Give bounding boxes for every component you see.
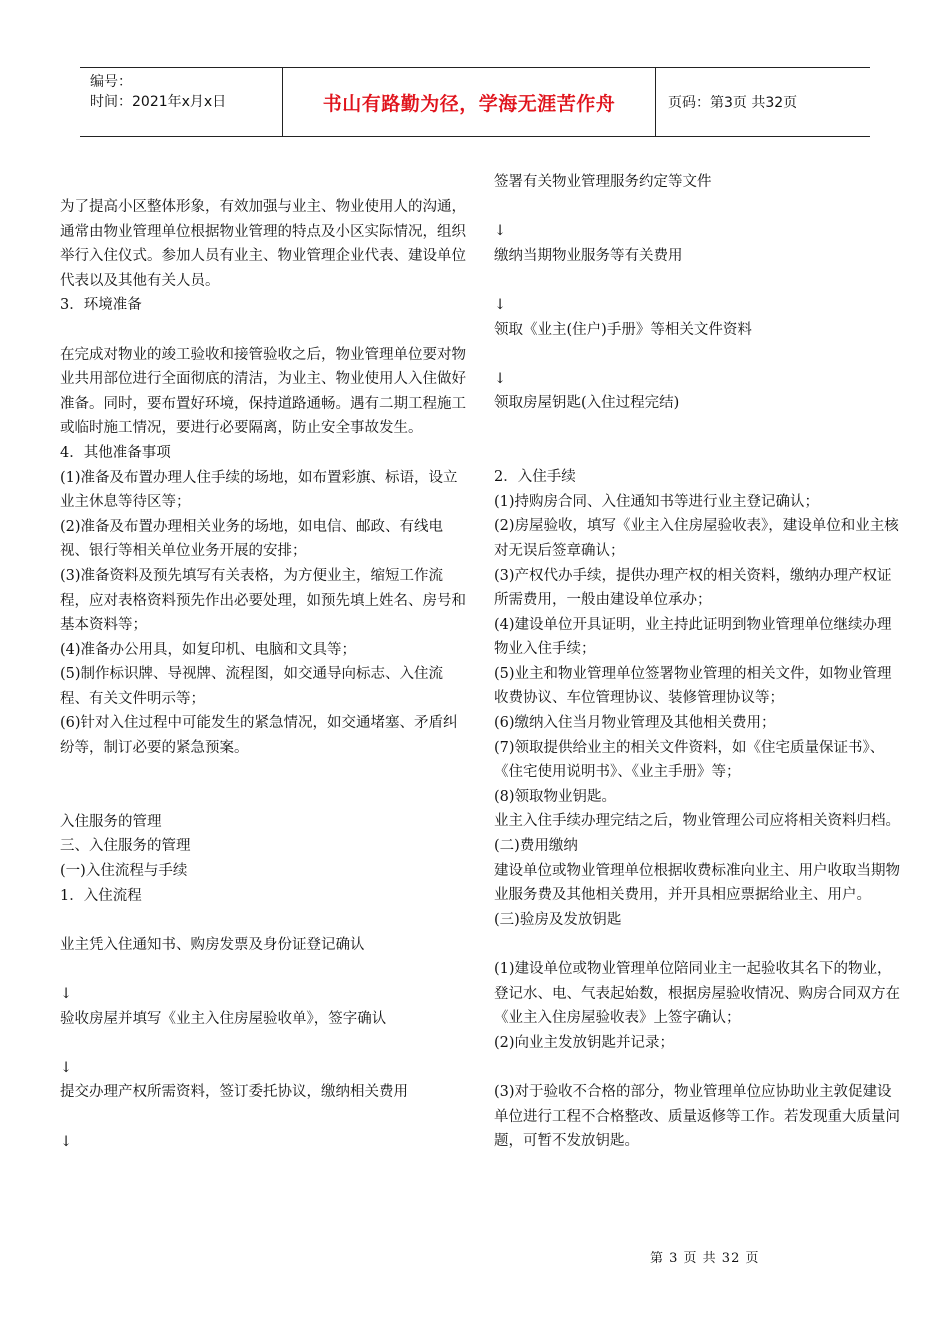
page-footer: 第 3 页 共 32 页: [650, 1251, 760, 1266]
paragraph: (6)针对入住过程中可能发生的紧急情况，如交通堵塞、矛盾纠纷等，制订必要的紧急预案。: [60, 715, 458, 757]
paragraph: 验收房屋并填写《业主入住房屋验收单》，签字确认: [60, 1010, 387, 1027]
flow-arrow: ↓: [494, 370, 507, 387]
paragraph: 缴纳当期物业服务等有关费用: [494, 247, 683, 264]
paragraph: (4)准备办公用具，如复印机、电脑和文具等；: [60, 641, 357, 658]
paragraph: 签署有关物业管理服务约定等文件: [494, 174, 712, 190]
right-text-column: [494, 170, 904, 1154]
paragraph: (1)建设单位或物业管理单位陪同业主一起验收其名下的物业，登记水、电、气表起始数，根据房屋验收情况、购房合同双方在《业主入住房屋验收表》上签字确认；: [494, 961, 900, 1027]
paragraph: (7)领取提供给业主的相关文件资料，如《住宅质量保证书》、《住宅使用说明书》、《业主手册》等；: [494, 739, 885, 781]
flow-arrow: ↓: [60, 1059, 73, 1076]
paragraph: 领取《业主(住户)手册》等相关文件资料: [494, 321, 752, 338]
header-motto: 书山有路勤为径，学海无涯苦作舟: [322, 92, 616, 115]
paragraph: 建设单位或物业管理单位根据收费标准向业主、用户收取当期物业服务费及其他相关费用，并开具相应票据给业主、用户。: [494, 862, 900, 904]
paragraph: 领取房屋钥匙(入住过程完结): [494, 395, 680, 412]
paragraph: 三、入住服务的管理: [60, 838, 191, 855]
paragraph: (2)向业主发放钥匙并记录；: [494, 1034, 675, 1051]
blank-line: [494, 1055, 904, 1080]
paragraph: 提交办理产权所需资料，签订委托协议，缴纳相关费用: [60, 1084, 408, 1101]
paragraph: (1)持购房合同、入住通知书等进行业主登记确认；: [494, 493, 820, 510]
blank-line: [60, 318, 470, 343]
paragraph: (6)缴纳入住当月物业管理及其他相关费用；: [494, 715, 776, 732]
paragraph: 入住服务的管理: [60, 813, 162, 830]
header-meta: [80, 68, 282, 136]
paragraph: (5)制作标识牌、导视牌、流程图，如交通导向标志、入住流程、有关文件明示等；: [60, 666, 444, 707]
blank-line: [60, 785, 470, 810]
paragraph: (3)准备资料及预先填写有关表格，为方便业主，缩短工作流程，应对表格资料预先作出必要处理，如预先填上姓名、房号和基本资料等；: [60, 567, 466, 634]
page-header: [80, 67, 870, 137]
blank-line: [494, 268, 904, 293]
blank-line: [60, 1105, 470, 1130]
paragraph: (3)产权代办手续，提供办理产权的相关资料，缴纳办理产权证所需费用，一般由建设单位承办；: [494, 567, 892, 609]
flow-arrow: ↓: [494, 296, 507, 313]
header-motto-cell: [282, 68, 656, 136]
paragraph: 1．入住流程: [60, 887, 142, 904]
paragraph: 业主入住手续办理完结之后，物业管理公司应将相关资料归档。: [494, 813, 900, 830]
blank-line: [494, 416, 904, 441]
blank-line: [494, 342, 904, 367]
flow-arrow: ↓: [60, 1133, 73, 1150]
header-page-cell: [656, 68, 870, 136]
paragraph: 2．入住手续: [494, 469, 576, 486]
paragraph: 为了提高小区整体形象，有效加强与业主、物业使用人的沟通，通常由物业管理单位根据物业管理的特点及小区实际情况，组织举行入住仪式。参加人员有业主、物业管理企业代表、建设单位代表以及其他有关人员。: [60, 199, 466, 289]
blank-line: [60, 957, 470, 982]
document-number-label: 编号：: [90, 74, 132, 90]
blank-line: [494, 932, 904, 957]
paragraph: (2)准备及布置办理相关业务的场地，如电信、邮政、有线电视、银行等相关单位业务开展的安排；: [60, 518, 444, 560]
paragraph: 业主凭入住通知书、购房发票及身份证登记确认: [60, 936, 365, 953]
paragraph: (一)入住流程与手续: [60, 863, 188, 880]
blank-line: [494, 195, 904, 220]
paragraph: (二)费用缴纳: [494, 838, 578, 855]
blank-line: [60, 761, 470, 786]
paragraph: (3)对于验收不合格的部分，物业管理单位应协助业主敦促建设单位进行工程不合格整改、质量返修等工作。若发现重大质量问题，可暂不发放钥匙。: [494, 1083, 900, 1150]
paragraph: (8)领取物业钥匙。: [494, 788, 617, 805]
blank-line: [60, 1031, 470, 1056]
paragraph: (1)准备及布置办理人住手续的场地，如布置彩旗、标语，设立业主休息等待区等；: [60, 469, 458, 511]
paragraph: 在完成对物业的竣工验收和接管验收之后，物业管理单位要对物业共用部位进行全面彻底的清洁，为业主、物业使用人入住做好准备。同时，要布置好环境，保持道路通畅。遇有二期工程施工或临时施工情况，要进行必要隔离，防止安全事故发生。: [60, 346, 466, 437]
paragraph: (2)房屋验收，填写《业主入住房屋验收表》，建设单位和业主核对无误后签章确认；: [494, 518, 899, 559]
paragraph: 3．环境准备: [60, 297, 142, 314]
paragraph: (三)验房及发放钥匙: [494, 911, 622, 928]
left-text-column: [60, 195, 470, 1154]
paragraph: (5)业主和物业管理单位签署物业管理的相关文件，如物业管理收费协议、车位管理协议、装修管理协议等；: [494, 665, 892, 707]
paragraph: (4)建设单位开具证明，业主持此证明到物业管理单位继续办理物业入住手续；: [494, 616, 892, 658]
paragraph: 4．其他准备事项: [60, 444, 171, 461]
blank-line: [494, 441, 904, 466]
flow-arrow: ↓: [60, 986, 73, 1002]
header-page-number: 页码：第3页 共32页: [668, 95, 798, 111]
blank-line: [60, 908, 470, 933]
document-time-label: 时间：2021年x月x日: [90, 94, 227, 110]
flow-arrow: ↓: [494, 223, 507, 240]
